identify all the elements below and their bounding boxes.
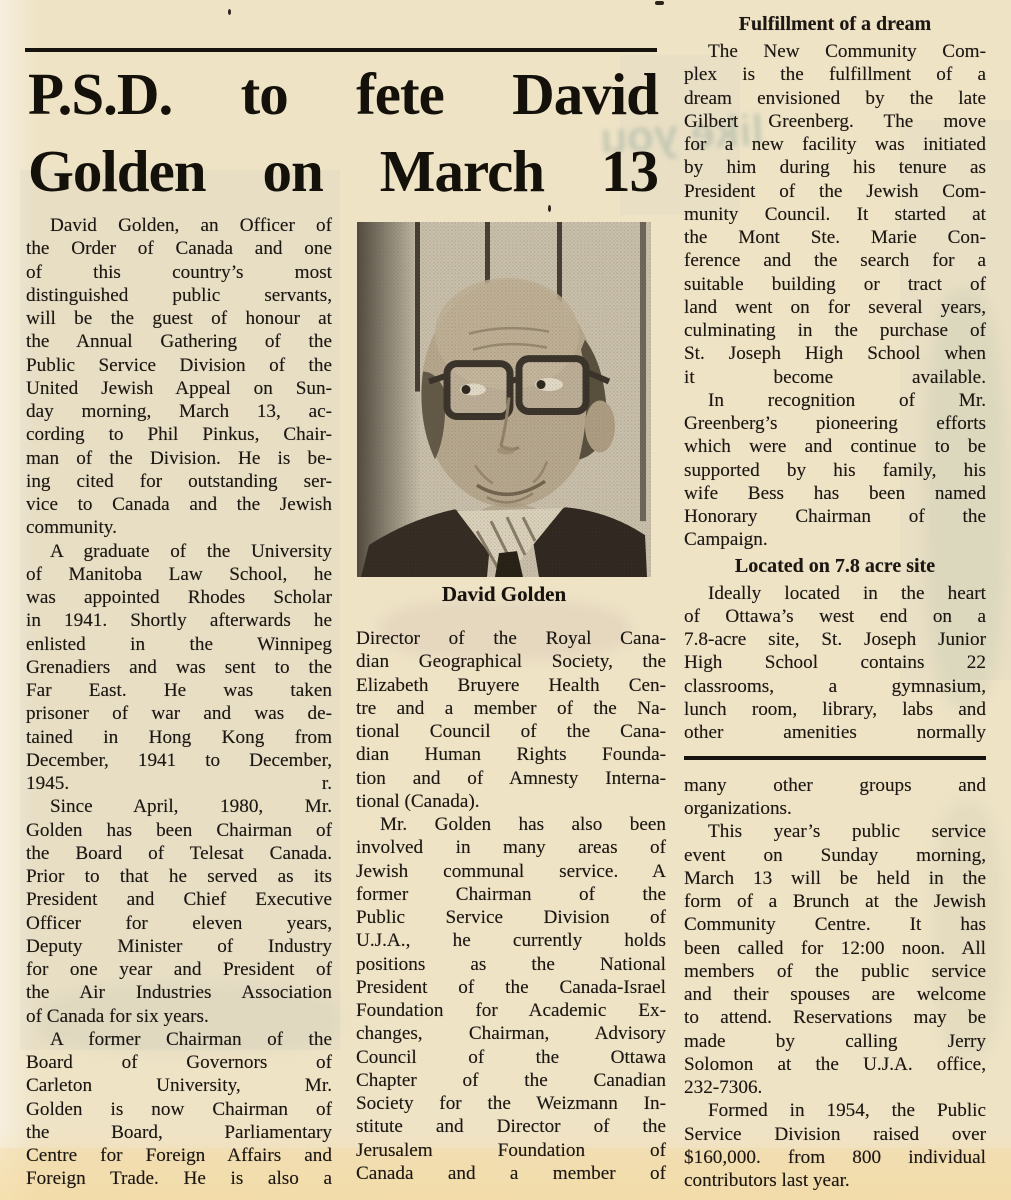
text-line: culminating in the purchase of bbox=[684, 320, 986, 341]
text-line: will be the guest of honour at bbox=[26, 308, 332, 329]
print-bleed-ghost-text: like you bbox=[598, 105, 765, 164]
text-line: Community Centre. It has bbox=[684, 914, 986, 936]
text-line: for a new facility was initiated bbox=[684, 134, 986, 155]
ink-speck bbox=[228, 9, 231, 15]
text-line: vice to Canada and the Jewish bbox=[26, 494, 332, 515]
text-line: other amenities normally bbox=[684, 722, 986, 743]
text-line: form of a Brunch at the Jewish bbox=[684, 891, 986, 912]
text-line: Officer for eleven years, bbox=[26, 912, 332, 934]
body-paragraph bbox=[684, 820, 986, 1099]
photo-caption: David Golden bbox=[441, 582, 567, 606]
text-line: for one year and President of bbox=[26, 959, 332, 980]
text-line: David Golden, an Officer of bbox=[50, 215, 332, 236]
section-heading: Located on 7.8 acre site bbox=[734, 554, 936, 577]
text-line: Solomon at the U.J.A. office, bbox=[684, 1053, 986, 1075]
text-line: the Board of Telesat Canada. bbox=[26, 842, 332, 864]
text-line: December, 1941 to December, bbox=[26, 749, 332, 771]
text-line: High School contains 22 bbox=[684, 652, 986, 674]
right-column bbox=[684, 10, 986, 1192]
text-line: by him during his tenure as bbox=[684, 157, 986, 179]
text-line: the Board, Parliamentary bbox=[26, 1121, 332, 1143]
text-line: of this country’s most bbox=[26, 261, 332, 283]
body-paragraph bbox=[684, 40, 986, 389]
body-paragraph bbox=[356, 627, 666, 813]
text-line: the Mont Ste. Marie Con- bbox=[684, 227, 986, 248]
text-line: event on Sunday morning, bbox=[684, 844, 986, 866]
headline bbox=[28, 56, 658, 210]
text-line: Foundation for Academic Ex- bbox=[356, 1000, 666, 1021]
text-line: tre and a member of the Na- bbox=[356, 697, 666, 719]
portrait-photo-david-golden bbox=[357, 222, 651, 577]
text-line: Greenberg’s pioneering efforts bbox=[684, 413, 986, 434]
section-heading: Fulfillment of a dream bbox=[738, 13, 932, 35]
text-line: changes, Chairman, Advisory bbox=[356, 1023, 666, 1045]
text-line: of Manitoba Law School, he bbox=[26, 563, 332, 585]
text-line: Elizabeth Bruyere Health Cen- bbox=[356, 674, 666, 696]
body-paragraph bbox=[26, 795, 332, 1028]
headline-line: Golden on March 13 bbox=[28, 138, 658, 204]
text-line: plex is the fulfillment of a bbox=[684, 64, 986, 86]
text-line: Ideally located in the heart bbox=[708, 582, 986, 604]
text-line: community. bbox=[26, 517, 117, 539]
portrait-illustration bbox=[357, 222, 651, 577]
text-line: Grenadiers and was sent to the bbox=[26, 656, 332, 678]
text-line: Jewish communal service. A bbox=[356, 860, 666, 882]
text-line: 232-7306. bbox=[684, 1077, 763, 1098]
text-line: involved in many areas of bbox=[356, 837, 666, 859]
text-line: Carleton University, Mr. bbox=[26, 1075, 332, 1097]
body-paragraph bbox=[684, 582, 986, 745]
text-line: Since April, 1980, Mr. bbox=[50, 796, 332, 818]
text-line: land went on for several years, bbox=[684, 296, 986, 318]
text-line: classrooms, a gymnasium, bbox=[684, 675, 986, 697]
body-paragraph bbox=[684, 389, 986, 552]
text-line: Public Service Division of bbox=[356, 907, 666, 928]
text-line: many other groups and bbox=[684, 774, 986, 796]
text-line: tion and of Amnesty Interna- bbox=[356, 767, 666, 789]
text-line: and their spouses are welcome bbox=[684, 984, 986, 1005]
text-line: Public Service Division of the bbox=[26, 354, 332, 376]
text-line: A graduate of the University bbox=[50, 540, 332, 562]
text-line: of Canada for six years. bbox=[26, 1005, 209, 1027]
text-line: President of the Jewish Com- bbox=[684, 180, 986, 202]
text-line: Formed in 1954, the Public bbox=[708, 1100, 986, 1122]
text-line: Foreign Trade. He is also a bbox=[26, 1168, 332, 1190]
text-line: it become available. bbox=[684, 366, 986, 388]
text-line: positions as the National bbox=[356, 953, 666, 975]
text-line: President of the Canada-Israel bbox=[356, 976, 666, 998]
text-line: of Ottawa’s west end on a bbox=[684, 605, 986, 627]
text-line: suitable building or tract of bbox=[684, 273, 986, 295]
text-line: Council of the Ottawa bbox=[356, 1046, 666, 1068]
text-line: This year’s public service bbox=[708, 821, 986, 843]
text-line: which were and continue to be bbox=[684, 436, 986, 458]
text-line: wife Bess has been named bbox=[684, 482, 986, 504]
text-line: Deputy Minister of Industry bbox=[26, 935, 332, 957]
text-line: United Jewish Appeal on Sun- bbox=[26, 377, 332, 399]
text-line: the Order of Canada and one bbox=[26, 238, 332, 260]
text-line: Gilbert Greenberg. The move bbox=[684, 110, 986, 132]
headline-divider-rule bbox=[25, 48, 657, 52]
text-line: March 13 will be held in the bbox=[684, 867, 986, 889]
text-line: Jerusalem Foundation of bbox=[356, 1139, 666, 1161]
text-line: former Chairman of the bbox=[356, 883, 666, 905]
body-paragraph bbox=[684, 1099, 986, 1192]
text-line: supported by his family, his bbox=[684, 459, 986, 481]
text-line: tional Council of the Cana- bbox=[356, 721, 666, 742]
text-line: in 1941. Shortly afterwards he bbox=[26, 610, 332, 632]
text-line: contributors last year. bbox=[684, 1170, 850, 1191]
body-paragraph bbox=[26, 214, 332, 540]
text-line: ference and the search for a bbox=[684, 250, 986, 272]
text-line: U.J.A., he currently holds bbox=[356, 930, 666, 952]
middle-column bbox=[356, 627, 666, 1185]
text-line: Prior to that he served as its bbox=[26, 866, 332, 887]
text-line: munity Council. It started at bbox=[684, 203, 986, 225]
text-line: Society for the Weizmann In- bbox=[356, 1093, 666, 1114]
text-line: the Annual Gathering of the bbox=[26, 331, 332, 353]
text-line: prisoner of war and was de- bbox=[26, 703, 332, 725]
text-line: Service Division raised over bbox=[684, 1123, 986, 1145]
text-line: dian Human Rights Founda- bbox=[356, 744, 666, 766]
text-line: been called for 12:00 noon. All bbox=[684, 937, 986, 959]
text-line: 7.8-acre site, St. Joseph Junior bbox=[684, 629, 986, 650]
text-line: In recognition of Mr. bbox=[708, 389, 986, 411]
body-paragraph bbox=[356, 813, 666, 1185]
text-line: 1945. r. bbox=[26, 773, 332, 794]
text-line: Canada and a member of bbox=[356, 1162, 666, 1184]
text-line: enlisted in the Winnipeg bbox=[26, 633, 332, 655]
column-divider-rule bbox=[684, 756, 986, 760]
ink-speck bbox=[655, 1, 664, 5]
text-line: Chapter of the Canadian bbox=[356, 1069, 666, 1091]
text-line: stitute and Director of the bbox=[356, 1116, 666, 1138]
body-paragraph bbox=[684, 774, 986, 821]
text-line: Mr. Golden has also been bbox=[380, 814, 666, 835]
text-line: made by calling Jerry bbox=[684, 1030, 986, 1052]
text-line: dream envisioned by the late bbox=[684, 87, 986, 109]
text-line: the Air Industries Association bbox=[26, 982, 332, 1004]
text-line: The New Community Com- bbox=[708, 41, 986, 62]
text-line: organizations. bbox=[684, 798, 792, 819]
text-line: Far East. He was taken bbox=[26, 680, 332, 701]
body-paragraph bbox=[26, 1028, 332, 1191]
text-line: day morning, March 13, ac- bbox=[26, 401, 332, 422]
body-paragraph bbox=[26, 540, 332, 796]
left-column bbox=[26, 214, 332, 1191]
headline-line: P.S.D. to fete David bbox=[28, 61, 658, 127]
text-line: lunch room, library, labs and bbox=[684, 698, 986, 720]
text-line: was appointed Rhodes Scholar bbox=[26, 587, 332, 608]
text-line: President and Chief Executive bbox=[26, 889, 332, 911]
text-line: to attend. Reservations may be bbox=[684, 1007, 986, 1029]
text-line: Centre for Foreign Affairs and bbox=[26, 1145, 332, 1166]
text-line: dian Geographical Society, the bbox=[356, 651, 666, 673]
text-line: distinguished public servants, bbox=[26, 284, 332, 306]
text-line: Golden is now Chairman of bbox=[26, 1098, 332, 1120]
text-line: man of the Division. He is be- bbox=[26, 447, 332, 469]
text-line: St. Joseph High School when bbox=[684, 343, 986, 365]
text-line: $160,000. from 800 individual bbox=[684, 1146, 986, 1168]
text-line: members of the public service bbox=[684, 960, 986, 982]
text-line: tained in Hong Kong from bbox=[26, 726, 332, 748]
text-line: Honorary Chairman of the bbox=[684, 506, 986, 527]
text-line: Director of the Royal Cana- bbox=[356, 628, 666, 649]
text-line: ing cited for outstanding ser- bbox=[26, 470, 332, 492]
text-line: cording to Phil Pinkus, Chair- bbox=[26, 424, 332, 446]
text-line: A former Chairman of the bbox=[50, 1028, 332, 1050]
text-line: Board of Governors of bbox=[26, 1052, 332, 1073]
text-line: Campaign. bbox=[684, 529, 768, 551]
text-line: tional (Canada). bbox=[356, 790, 480, 812]
text-line: Golden has been Chairman of bbox=[26, 819, 332, 841]
